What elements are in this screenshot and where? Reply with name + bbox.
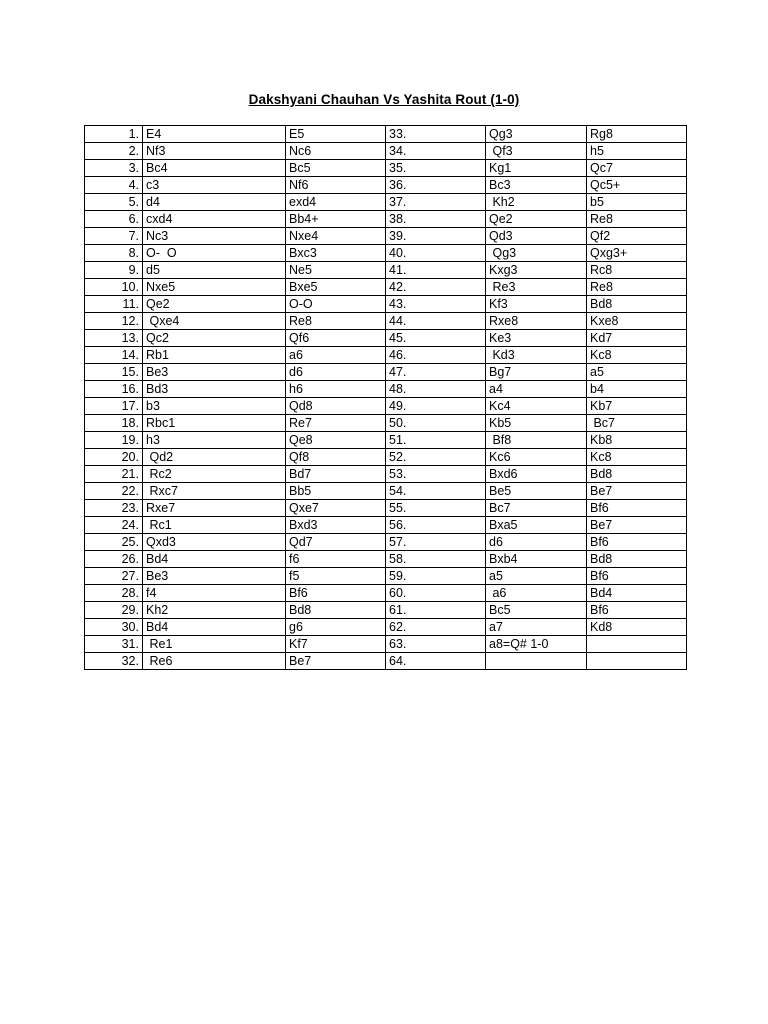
table-row — [85, 160, 687, 177]
black-move-cell — [587, 636, 687, 653]
table-row — [85, 500, 687, 517]
black-move-cell: Bc7 — [587, 415, 687, 432]
black-move-cell: Bd8 — [587, 466, 687, 483]
move-number-cell: 34. — [386, 143, 486, 160]
white-move-cell: Rc1 — [143, 517, 286, 534]
move-number-cell: 18. — [85, 415, 143, 432]
black-move-cell: Bc5 — [286, 160, 386, 177]
move-number-cell: 45. — [386, 330, 486, 347]
black-move-cell: Kb8 — [587, 432, 687, 449]
black-move-cell: h6 — [286, 381, 386, 398]
white-move-cell: h3 — [143, 432, 286, 449]
black-move-cell: Qf2 — [587, 228, 687, 245]
white-move-cell: c3 — [143, 177, 286, 194]
white-move-cell: Re3 — [486, 279, 587, 296]
black-move-cell: Rc8 — [587, 262, 687, 279]
table-row — [85, 228, 687, 245]
black-move-cell: Nf6 — [286, 177, 386, 194]
white-move-cell: Rxe8 — [486, 313, 587, 330]
white-move-cell: Kc4 — [486, 398, 587, 415]
move-number-cell: 63. — [386, 636, 486, 653]
white-move-cell: E4 — [143, 126, 286, 143]
move-number-cell: 16. — [85, 381, 143, 398]
white-move-cell: Be5 — [486, 483, 587, 500]
table-row — [85, 143, 687, 160]
move-number-cell: 55. — [386, 500, 486, 517]
black-move-cell: b5 — [587, 194, 687, 211]
table-row — [85, 534, 687, 551]
table-row — [85, 517, 687, 534]
move-number-cell: 39. — [386, 228, 486, 245]
white-move-cell: a4 — [486, 381, 587, 398]
black-move-cell: Be7 — [286, 653, 386, 670]
move-number-cell: 25. — [85, 534, 143, 551]
white-move-cell: Bc4 — [143, 160, 286, 177]
black-move-cell: Qd8 — [286, 398, 386, 415]
white-move-cell: Kf3 — [486, 296, 587, 313]
move-number-cell: 46. — [386, 347, 486, 364]
move-number-cell: 48. — [386, 381, 486, 398]
white-move-cell: a6 — [486, 585, 587, 602]
white-move-cell: Bf8 — [486, 432, 587, 449]
white-move-cell: Qxe4 — [143, 313, 286, 330]
move-number-cell: 61. — [386, 602, 486, 619]
table-row — [85, 415, 687, 432]
white-move-cell: Rb1 — [143, 347, 286, 364]
move-number-cell: 8. — [85, 245, 143, 262]
table-row — [85, 279, 687, 296]
white-move-cell: Bd4 — [143, 551, 286, 568]
white-move-cell: Qxd3 — [143, 534, 286, 551]
move-number-cell: 49. — [386, 398, 486, 415]
black-move-cell: g6 — [286, 619, 386, 636]
move-number-cell: 20. — [85, 449, 143, 466]
white-move-cell: Rbc1 — [143, 415, 286, 432]
black-move-cell: f5 — [286, 568, 386, 585]
move-number-cell: 6. — [85, 211, 143, 228]
white-move-cell: Qc2 — [143, 330, 286, 347]
black-move-cell: d6 — [286, 364, 386, 381]
white-move-cell: Qg3 — [486, 126, 587, 143]
black-move-cell: Bf6 — [286, 585, 386, 602]
move-number-cell: 10. — [85, 279, 143, 296]
table-row — [85, 551, 687, 568]
black-move-cell: Nc6 — [286, 143, 386, 160]
table-row — [85, 568, 687, 585]
move-number-cell: 52. — [386, 449, 486, 466]
move-number-cell: 11. — [85, 296, 143, 313]
black-move-cell: Qxg3+ — [587, 245, 687, 262]
move-number-cell: 15. — [85, 364, 143, 381]
white-move-cell: Bd3 — [143, 381, 286, 398]
black-move-cell: Bd8 — [587, 551, 687, 568]
move-number-cell: 2. — [85, 143, 143, 160]
black-move-cell: Qf8 — [286, 449, 386, 466]
move-number-cell: 58. — [386, 551, 486, 568]
table-row — [85, 636, 687, 653]
black-move-cell: f6 — [286, 551, 386, 568]
table-row — [85, 602, 687, 619]
table-row — [85, 364, 687, 381]
black-move-cell: Qc5+ — [587, 177, 687, 194]
move-number-cell: 37. — [386, 194, 486, 211]
black-move-cell: Be7 — [587, 483, 687, 500]
black-move-cell: Bf6 — [587, 602, 687, 619]
table-row — [85, 449, 687, 466]
move-number-cell: 53. — [386, 466, 486, 483]
move-number-cell: 21. — [85, 466, 143, 483]
white-move-cell: Be3 — [143, 364, 286, 381]
white-move-cell: Nxe5 — [143, 279, 286, 296]
black-move-cell: Re8 — [286, 313, 386, 330]
move-number-cell: 56. — [386, 517, 486, 534]
white-move-cell: Bxb4 — [486, 551, 587, 568]
white-move-cell: Kb5 — [486, 415, 587, 432]
white-move-cell: d6 — [486, 534, 587, 551]
move-number-cell: 43. — [386, 296, 486, 313]
black-move-cell: Bxd3 — [286, 517, 386, 534]
move-number-cell: 27. — [85, 568, 143, 585]
white-move-cell: Ke3 — [486, 330, 587, 347]
white-move-cell: Qf3 — [486, 143, 587, 160]
move-number-cell: 4. — [85, 177, 143, 194]
move-number-cell: 26. — [85, 551, 143, 568]
move-number-cell: 42. — [386, 279, 486, 296]
black-move-cell: Ne5 — [286, 262, 386, 279]
move-number-cell: 23. — [85, 500, 143, 517]
black-move-cell: E5 — [286, 126, 386, 143]
move-number-cell: 36. — [386, 177, 486, 194]
black-move-cell: Kc8 — [587, 347, 687, 364]
move-number-cell: 33. — [386, 126, 486, 143]
table-row — [85, 126, 687, 143]
black-move-cell — [587, 653, 687, 670]
white-move-cell: b3 — [143, 398, 286, 415]
white-move-cell: Bxd6 — [486, 466, 587, 483]
move-number-cell: 32. — [85, 653, 143, 670]
moves-table — [84, 125, 687, 670]
white-move-cell: Kd3 — [486, 347, 587, 364]
table-row — [85, 262, 687, 279]
black-move-cell: Nxe4 — [286, 228, 386, 245]
black-move-cell: Qe8 — [286, 432, 386, 449]
black-move-cell: exd4 — [286, 194, 386, 211]
table-row — [85, 245, 687, 262]
document-title: Dakshyani Chauhan Vs Yashita Rout (1-0) — [248, 92, 520, 107]
move-number-cell: 57. — [386, 534, 486, 551]
white-move-cell: Kc6 — [486, 449, 587, 466]
move-number-cell: 12. — [85, 313, 143, 330]
black-move-cell: Bd8 — [587, 296, 687, 313]
move-number-cell: 19. — [85, 432, 143, 449]
white-move-cell: Re1 — [143, 636, 286, 653]
move-number-cell: 29. — [85, 602, 143, 619]
black-move-cell: Be7 — [587, 517, 687, 534]
white-move-cell: Be3 — [143, 568, 286, 585]
white-move-cell: Qd2 — [143, 449, 286, 466]
white-move-cell: Bxa5 — [486, 517, 587, 534]
table-row — [85, 194, 687, 211]
table-row — [85, 330, 687, 347]
white-move-cell: Bd4 — [143, 619, 286, 636]
black-move-cell: Kd7 — [587, 330, 687, 347]
white-move-cell: Qg3 — [486, 245, 587, 262]
white-move-cell: Bc3 — [486, 177, 587, 194]
move-number-cell: 64. — [386, 653, 486, 670]
black-move-cell: Bb4+ — [286, 211, 386, 228]
black-move-cell: Bxe5 — [286, 279, 386, 296]
black-move-cell: Re8 — [587, 279, 687, 296]
white-move-cell: Nf3 — [143, 143, 286, 160]
move-number-cell: 24. — [85, 517, 143, 534]
black-move-cell: Rg8 — [587, 126, 687, 143]
move-number-cell: 14. — [85, 347, 143, 364]
move-number-cell: 38. — [386, 211, 486, 228]
white-move-cell: Kg1 — [486, 160, 587, 177]
black-move-cell: Kb7 — [587, 398, 687, 415]
move-number-cell: 7. — [85, 228, 143, 245]
move-number-cell: 54. — [386, 483, 486, 500]
move-number-cell: 47. — [386, 364, 486, 381]
table-row — [85, 296, 687, 313]
white-move-cell: Rc2 — [143, 466, 286, 483]
white-move-cell: Qe2 — [486, 211, 587, 228]
black-move-cell: a5 — [587, 364, 687, 381]
move-number-cell: 9. — [85, 262, 143, 279]
table-row — [85, 466, 687, 483]
white-move-cell: Nc3 — [143, 228, 286, 245]
table-row — [85, 313, 687, 330]
black-move-cell: Bd4 — [587, 585, 687, 602]
white-move-cell: Re6 — [143, 653, 286, 670]
white-move-cell: O- O — [143, 245, 286, 262]
white-move-cell: Kh2 — [486, 194, 587, 211]
black-move-cell: b4 — [587, 381, 687, 398]
table-row — [85, 211, 687, 228]
move-number-cell: 50. — [386, 415, 486, 432]
black-move-cell: Bf6 — [587, 500, 687, 517]
white-move-cell: cxd4 — [143, 211, 286, 228]
white-move-cell: d4 — [143, 194, 286, 211]
white-move-cell: a5 — [486, 568, 587, 585]
white-move-cell: a8=Q# 1-0 — [486, 636, 587, 653]
table-row — [85, 347, 687, 364]
black-move-cell: Re7 — [286, 415, 386, 432]
black-move-cell: a6 — [286, 347, 386, 364]
white-move-cell: Bc7 — [486, 500, 587, 517]
move-number-cell: 3. — [85, 160, 143, 177]
move-number-cell: 30. — [85, 619, 143, 636]
black-move-cell: Qf6 — [286, 330, 386, 347]
table-row — [85, 177, 687, 194]
black-move-cell: Bd7 — [286, 466, 386, 483]
white-move-cell: d5 — [143, 262, 286, 279]
black-move-cell: Kxe8 — [587, 313, 687, 330]
move-number-cell: 35. — [386, 160, 486, 177]
table-row — [85, 381, 687, 398]
move-number-cell: 62. — [386, 619, 486, 636]
black-move-cell: Kc8 — [587, 449, 687, 466]
black-move-cell: Bd8 — [286, 602, 386, 619]
move-number-cell: 41. — [386, 262, 486, 279]
black-move-cell: Kd8 — [587, 619, 687, 636]
white-move-cell: Kh2 — [143, 602, 286, 619]
black-move-cell: Qc7 — [587, 160, 687, 177]
white-move-cell: f4 — [143, 585, 286, 602]
black-move-cell: h5 — [587, 143, 687, 160]
table-row — [85, 483, 687, 500]
moves-table-body — [85, 126, 687, 670]
table-row — [85, 619, 687, 636]
black-move-cell: Qd7 — [286, 534, 386, 551]
move-number-cell: 40. — [386, 245, 486, 262]
move-number-cell: 13. — [85, 330, 143, 347]
move-number-cell: 17. — [85, 398, 143, 415]
white-move-cell: a7 — [486, 619, 587, 636]
white-move-cell: Qe2 — [143, 296, 286, 313]
black-move-cell: Qxe7 — [286, 500, 386, 517]
white-move-cell: Bg7 — [486, 364, 587, 381]
table-row — [85, 432, 687, 449]
move-number-cell: 31. — [85, 636, 143, 653]
move-number-cell: 60. — [386, 585, 486, 602]
move-number-cell: 59. — [386, 568, 486, 585]
white-move-cell: Kxg3 — [486, 262, 587, 279]
move-number-cell: 28. — [85, 585, 143, 602]
black-move-cell: Bxc3 — [286, 245, 386, 262]
black-move-cell: Bf6 — [587, 568, 687, 585]
black-move-cell: Bb5 — [286, 483, 386, 500]
move-number-cell: 5. — [85, 194, 143, 211]
table-row — [85, 585, 687, 602]
move-number-cell: 44. — [386, 313, 486, 330]
white-move-cell: Qd3 — [486, 228, 587, 245]
white-move-cell: Bc5 — [486, 602, 587, 619]
black-move-cell: Re8 — [587, 211, 687, 228]
table-row — [85, 653, 687, 670]
table-row — [85, 398, 687, 415]
black-move-cell: Bf6 — [587, 534, 687, 551]
white-move-cell: Rxe7 — [143, 500, 286, 517]
move-number-cell: 51. — [386, 432, 486, 449]
white-move-cell: Rxc7 — [143, 483, 286, 500]
move-number-cell: 22. — [85, 483, 143, 500]
black-move-cell: Kf7 — [286, 636, 386, 653]
black-move-cell: O-O — [286, 296, 386, 313]
move-number-cell: 1. — [85, 126, 143, 143]
white-move-cell — [486, 653, 587, 670]
